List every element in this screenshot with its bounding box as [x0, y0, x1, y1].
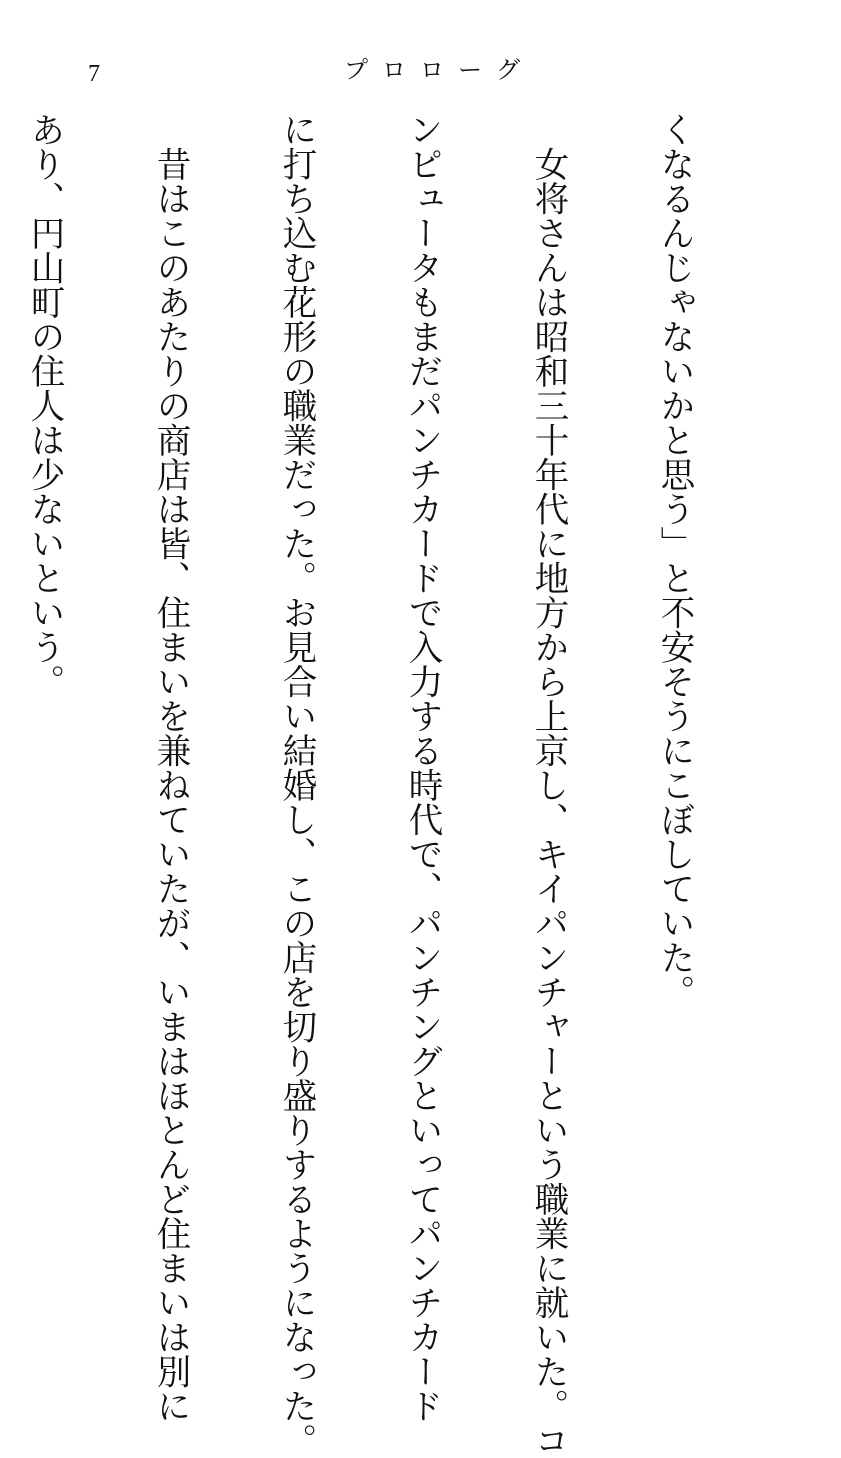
text-line: ンピュータもまだパンチカードで入力する時代で、パンチングといってパンチカード	[402, 112, 442, 1423]
text-line: に打ち込む花形の職業だった。お見合い結婚し、この店を切り盛りするようになった。	[276, 112, 316, 1458]
running-header: プロローグ	[344, 56, 534, 84]
body-text	[24, 112, 779, 1458]
text-line: 女将さんは昭和三十年代に地方から上京し、キイパンチャーという職業に就いた。コ	[528, 112, 568, 1458]
text-line: くなるんじゃないかと思う」と不安そうにこぼしていた。	[654, 112, 694, 1009]
text-line: 昔はこのあたりの商店は皆、住まいを兼ねていたが、いまはほとんど住まいは別に	[150, 112, 190, 1423]
text-line: あり、円山町の住人は少ないという。	[24, 112, 64, 699]
page-number: 7	[88, 61, 100, 87]
